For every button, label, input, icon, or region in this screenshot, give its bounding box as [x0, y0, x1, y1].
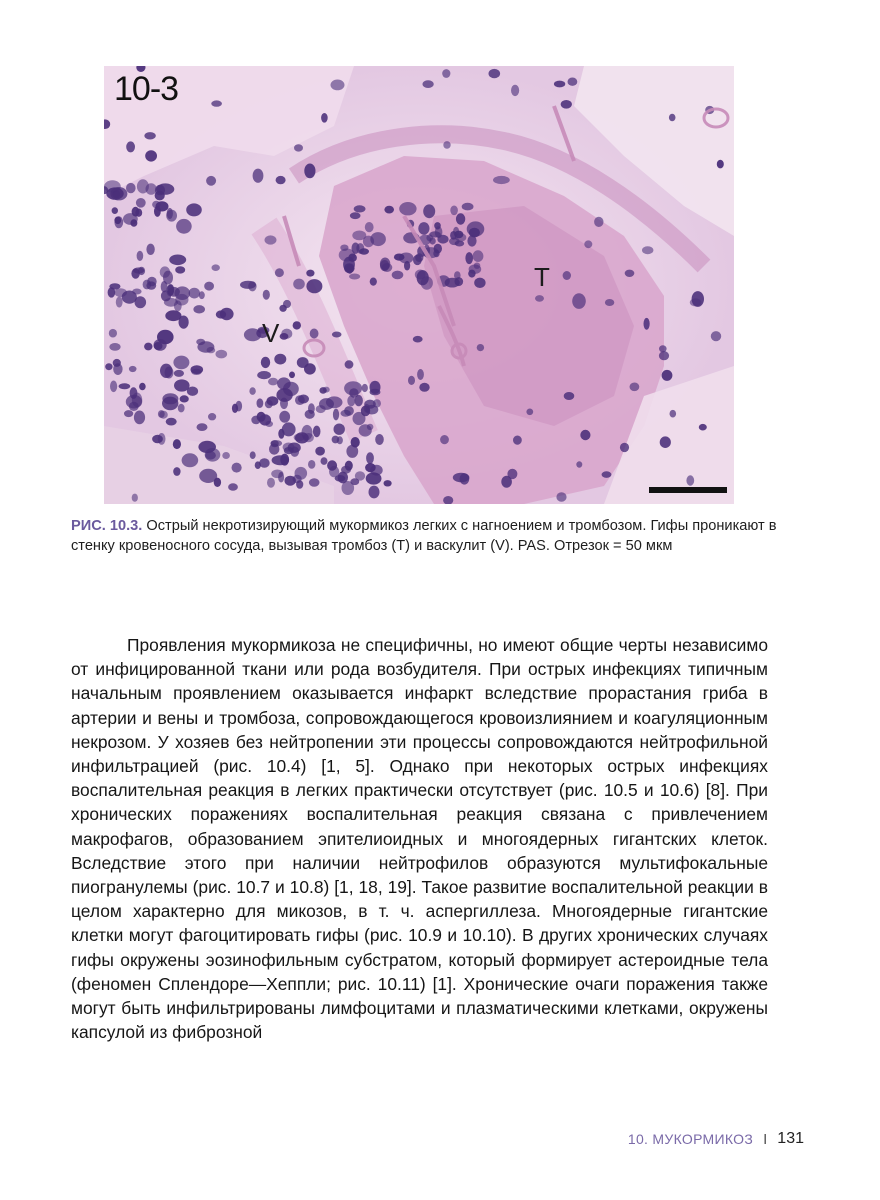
figure-panel-label: 10-3 — [114, 70, 179, 108]
footer-separator: I — [763, 1130, 768, 1148]
figure-caption — [71, 516, 787, 556]
thrombus-label: T — [534, 262, 550, 292]
micrograph-image — [104, 66, 734, 504]
caption-label: РИС. 10.3. — [71, 518, 143, 534]
page-number: 131 — [777, 1130, 804, 1147]
page-footer — [628, 1130, 804, 1148]
body-text — [71, 633, 768, 1044]
caption-text: Острый некротизирующий мукормикоз легких с нагноением и тромбозом. Гифы проникают в стенку кровеносного сосуда, вызывая тромбоз (Т) и васкулит (V). PAS. Отрезок = 50 мкм — [71, 518, 777, 554]
micrograph-figure — [104, 66, 734, 504]
vasculitis-label: V — [262, 318, 280, 348]
body-paragraph: Проявления мукормикоза не специфичны, но имеют общие черты независимо от инфицированной ткани или рода возбудителя. При острых инфекциях типичным начальным проявлением оказывается инфаркт вследствие прорастания гриба в артерии и вены и тромбоза, сопровождающегося кровоизлиянием и коагуляционным некрозом. У хозяев без нейтропении эти процессы сопровождаются нейтрофильной инфильтрацией (рис. 10.4) [1, 5]. Однако при некоторых острых инфекциях воспалительная реакция в легких практически отсутствует (рис. 10.5 и 10.6) [8]. При хронических поражениях воспалительная реакция связана с привлечением макрофагов, образованием эпителиоидных и многоядерных гигантских клеток. Вследствие этого при наличии нейтрофилов образуются мультифокальные пиогранулемы (рис. 10.7 и 10.8) [1, 18, 19]. Такое развитие воспалительной реакции в целом характерно для микозов, в т. ч. аспергиллеза. Многоядерные гигантские клетки могут фагоцитировать гифы (рис. 10.9 и 10.10). В других хронических случаях гифы окружены эозинофильным субстратом, который формирует астероидные тела (феномен Сплендоре—Хеппли; рис. 10.11) [1]. Хронические очаги поражения также могут быть инфильтрированы лимфоцитами и плазматическими клетками, окружены капсулой из фиброзной — [71, 635, 768, 1043]
chapter-title: 10. МУКОРМИКОЗ — [627, 1131, 754, 1147]
